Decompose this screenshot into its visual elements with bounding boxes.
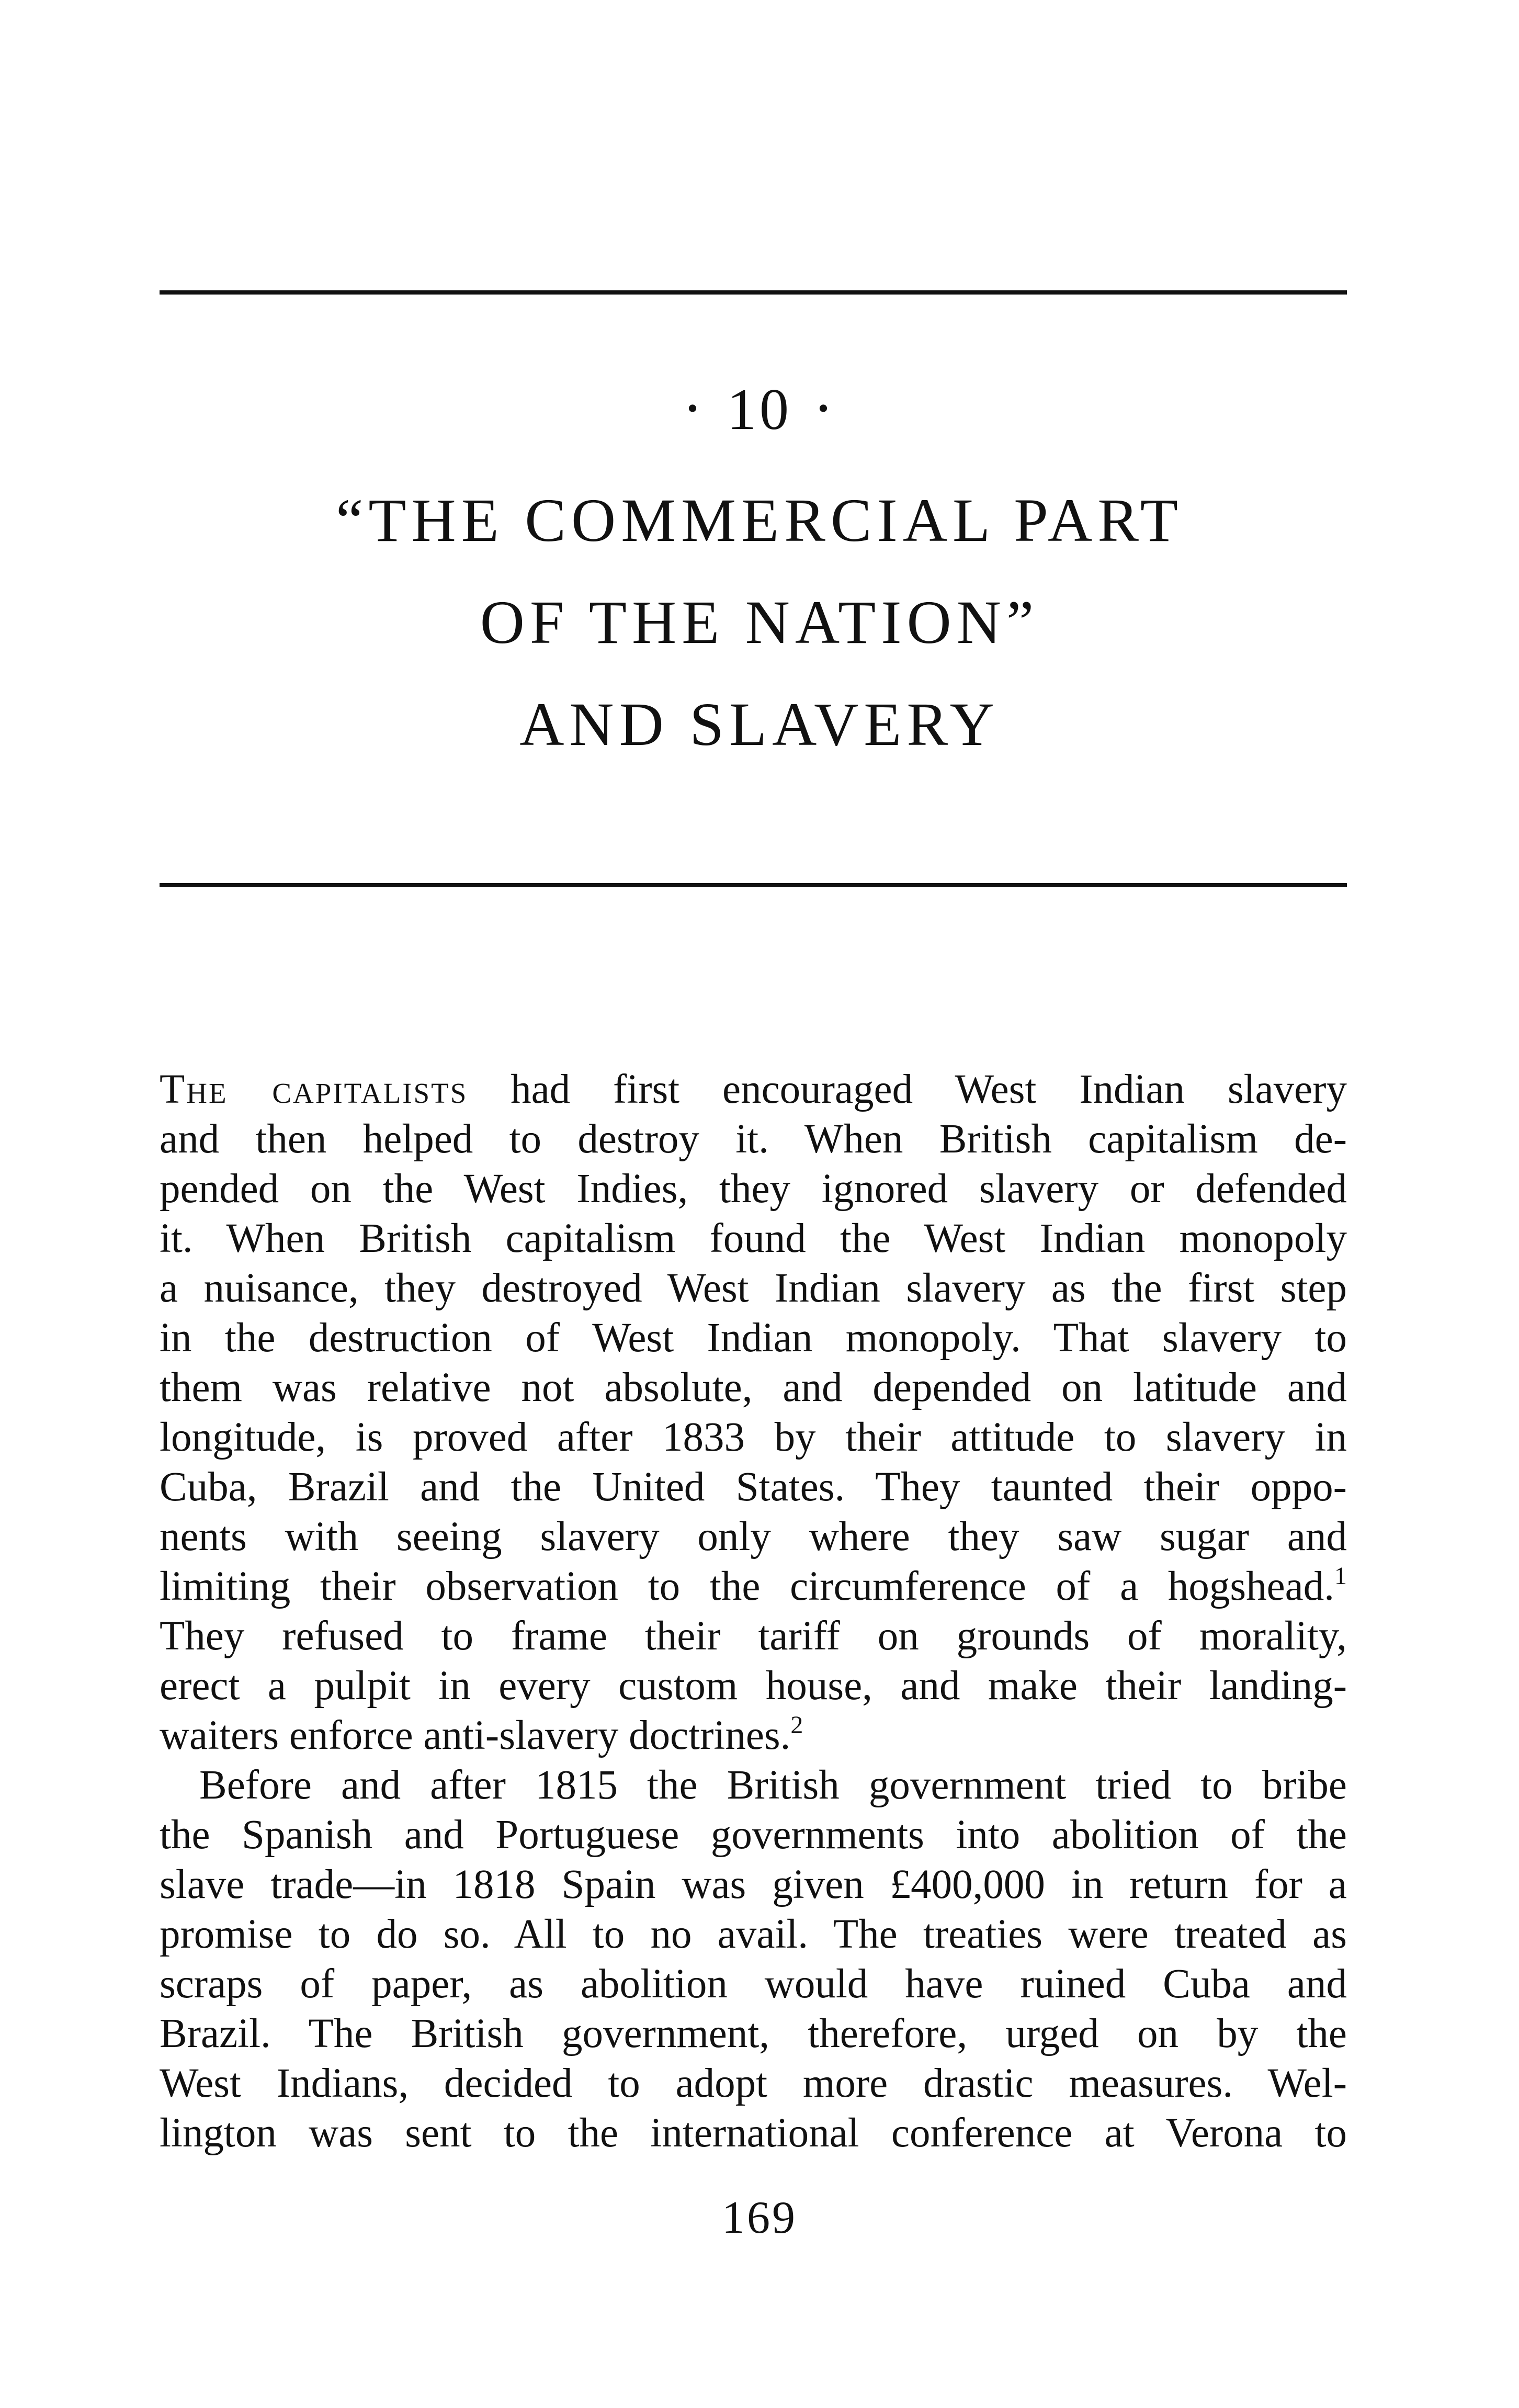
bullet-left: · (682, 373, 706, 443)
line-text: had first encouraged West Indian slavery (468, 1067, 1347, 1112)
paragraph-2-line: promise to do so. All to no avail. The treaties were treated as (160, 1912, 1347, 1957)
paragraph-2-line: slave trade—in 1818 Spain was given £400,000 in return for a (160, 1862, 1347, 1907)
line-text: limiting their observation to the circumference of a hogshead. (160, 1564, 1334, 1609)
lead-smallcaps: The capitalists (160, 1067, 468, 1112)
paragraph-1-line: Cuba, Brazil and the United States. They taunted their oppo- (160, 1464, 1347, 1510)
chapter-title-line-2: OF THE NATION” (480, 588, 1039, 657)
paragraph-2-line: West Indians, decided to adopt more drastic measures. Wel- (160, 2061, 1347, 2106)
paragraph-2-line: Brazil. The British government, therefore, urged on by the (160, 2011, 1347, 2056)
chapter-title-line-1: “THE COMMERCIAL PART (336, 486, 1183, 555)
paragraph-2-line: the Spanish and Portuguese governments into abolition of the (160, 1812, 1347, 1858)
paragraph-1-line: erect a pulpit in every custom house, and make their landing- (160, 1663, 1347, 1709)
paragraph-2-line: Before and after 1815 the British government tried to bribe (199, 1762, 1347, 1808)
top-rule (160, 290, 1347, 295)
chapter-number (0, 371, 1519, 446)
paragraph-1-line: nents with seeing slavery only where they saw sugar and (160, 1514, 1347, 1559)
paragraph-1-line: them was relative not absolute, and depended on latitude and (160, 1365, 1347, 1410)
footnote-ref-2: 2 (790, 1711, 803, 1739)
page-number: 169 (722, 2192, 797, 2243)
paragraph-1-line: in the destruction of West Indian monopoly. That slavery to (160, 1315, 1347, 1361)
line-text: waiters enforce anti-slavery doctrines. (160, 1713, 791, 1758)
chapter-number-text: 10 (727, 377, 792, 442)
paragraph-1-line: pended on the West Indies, they ignored slavery or defended (160, 1166, 1347, 1212)
paragraph-1-line (160, 1711, 1347, 1760)
paragraph-1-line: and then helped to destroy it. When British capitalism de- (160, 1116, 1347, 1162)
paragraph-1-line: longitude, is proved after 1833 by their attitude to slavery in (160, 1415, 1347, 1460)
footnote-ref-1: 1 (1334, 1562, 1347, 1590)
chapter-title-line-3: AND SLAVERY (519, 690, 1000, 759)
paragraph-1-line (160, 1562, 1347, 1611)
body-text (160, 1065, 1347, 2158)
paragraph-1-line: it. When British capitalism found the West Indian monopoly (160, 1216, 1347, 1261)
paragraph-2-line: lington was sent to the international conference at Verona to (160, 2110, 1347, 2156)
paragraph-1-line (160, 1065, 1347, 1114)
paragraph-1-line: a nuisance, they destroyed West Indian slavery as the first step (160, 1265, 1347, 1311)
bottom-rule (160, 883, 1347, 887)
bullet-right: · (813, 373, 837, 443)
paragraph-1-line: They refused to frame their tariff on grounds of morality, (160, 1613, 1347, 1659)
paragraph-2-line: scraps of paper, as abolition would have ruined Cuba and (160, 1961, 1347, 2007)
